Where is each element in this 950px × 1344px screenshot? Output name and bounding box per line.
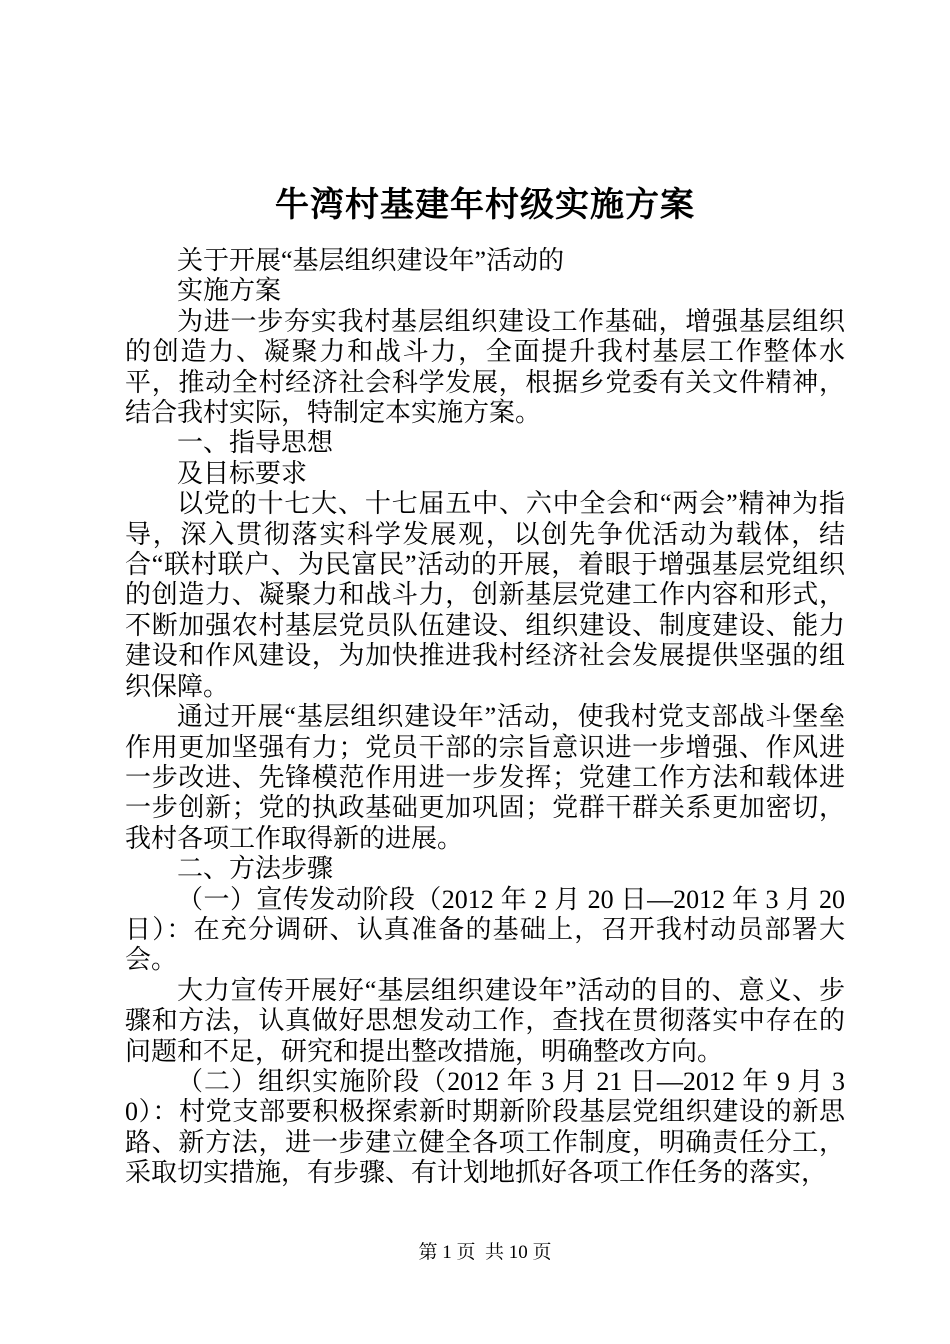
paragraph-intro: 为进一步夯实我村基层组织建设工作基础，增强基层组织的创造力、凝聚力和战斗力，全面提升我村基层工作整体水平，推动全村经济社会科学发展，根据乡党委有关文件精神，结合我村实际，特制定本实施方案。 [125,306,845,428]
paragraph-goals: 通过开展“基层组织建设年”活动，使我村党支部战斗堡垒作用更加坚强有力；党员干部的宗旨意识进一步增强、作风进一步改进、先锋模范作用进一步发挥；党建工作方法和载体进一步创新；党的执政基础更加巩固；党群干群关系更加密切，我村各项工作取得新的进展。 [125,702,845,853]
paragraph-stage-1-detail: 大力宣传开展好“基层组织建设年”活动的目的、意义、步骤和方法，认真做好思想发动工作，查找在贯彻落实中存在的问题和不足，研究和提出整改措施，明确整改方向。 [125,975,845,1066]
paragraph-subtitle-line2: 实施方案 [177,276,282,306]
document-body [125,186,845,1189]
page-footer: 第 1 页 共 10 页 [418,1242,552,1263]
paragraph-guiding-ideology: 以党的十七大、十七届五中、六中全会和“两会”精神为指导，深入贯彻落实科学发展观，以创先争优活动为载体，结合“联村联户、为民富民”活动的开展，着眼于增强基层党组织的创造力、凝聚力和战斗力，创新基层党建工作内容和形式，不断加强农村基层党员队伍建设、组织建设、制度建设、能力建设和作风建设，为加快推进我村经济社会发展提供坚强的组织保障。 [125,489,845,701]
heading-section-2: 二、方法步骤 [177,854,334,884]
heading-section-1-cont: 及目标要求 [177,458,308,488]
document-title: 牛湾村基建年村级实施方案 [275,187,695,224]
paragraph-stage-1: （一）宣传发动阶段（2012 年 2 月 20 日—2012 年 3 月 20 日）：在充分调研、认真准备的基础上，召开我村动员部署大会。 [125,884,845,975]
paragraph-subtitle-line1: 关于开展“基层组织建设年”活动的 [177,246,565,275]
paragraph-stage-2: （二）组织实施阶段（2012 年 3 月 21 日—2012 年 9 月 30）：村党支部要积极探索新时期新阶段基层党组织建设的新思路、新方法，进一步建立健全各项工作制度，明确责任分工，采取切实措施，有步骤、有计划地抓好各项工作任务的落实， [125,1066,845,1188]
heading-section-1: 一、指导思想 [177,428,334,458]
